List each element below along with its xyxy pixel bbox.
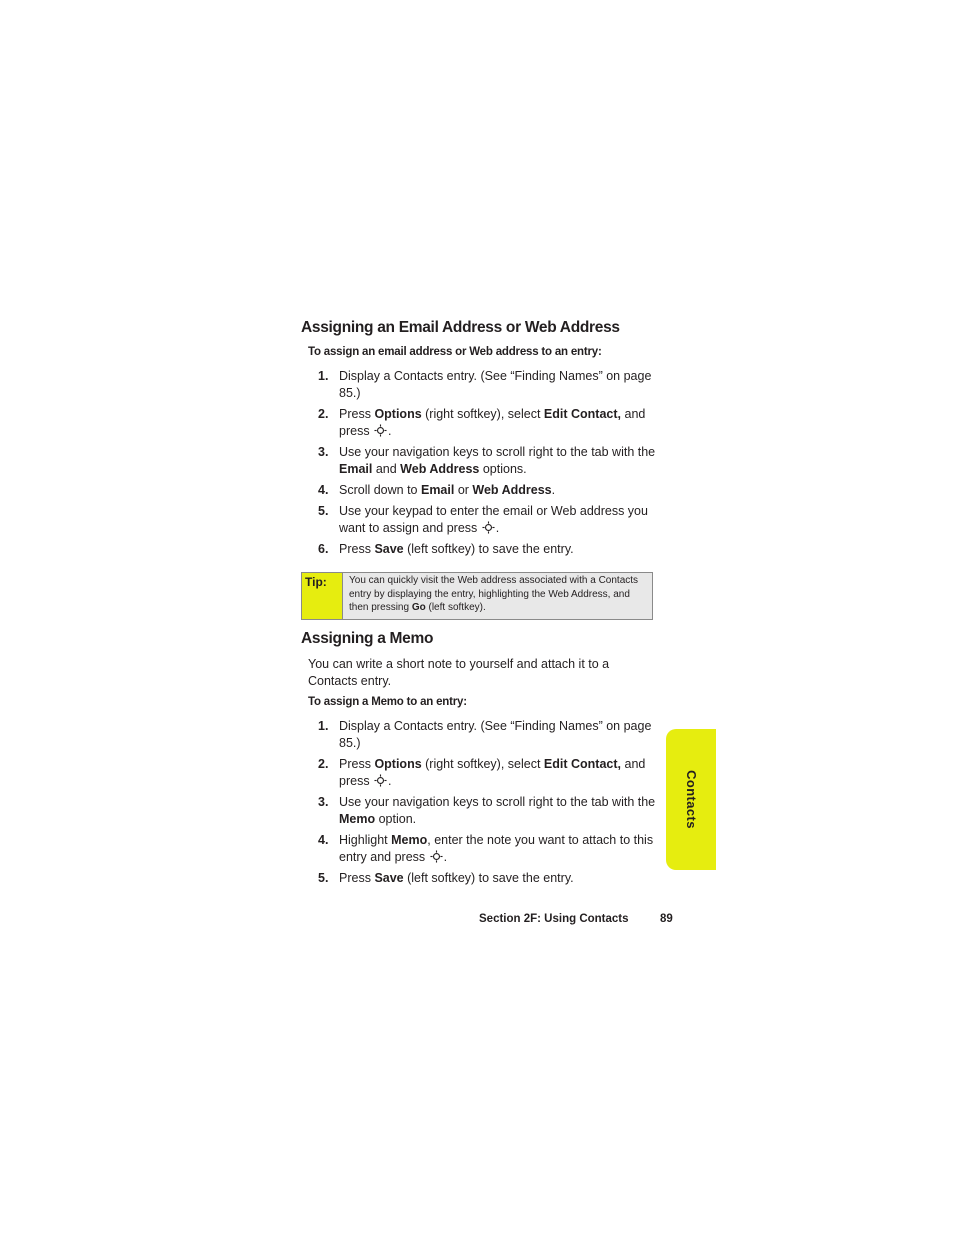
tip-label: Tip: [302, 573, 343, 619]
step-item [308, 482, 668, 499]
emphasized-term: Memo [339, 812, 376, 826]
emphasized-term: Email [339, 462, 373, 476]
step-number: 2. [318, 757, 329, 771]
step-text: Display a Contacts entry. (See “Finding Names” on page 85.) [339, 719, 652, 750]
step-text: Display a Contacts entry. (See “Finding Names” on page 85.) [339, 369, 652, 400]
step-text: Use your keypad to enter the email or Web address you want to assign and press . [339, 504, 648, 535]
step-text: Press Options (right softkey), select Edit Contact, and press . [339, 407, 646, 438]
step-list-email [308, 368, 668, 562]
section-heading-email: Assigning an Email Address or Web Address [301, 319, 620, 336]
step-item [308, 406, 668, 440]
step-text: Press Options (right softkey), select Edit Contact, and press . [339, 757, 646, 788]
memo-intro: You can write a short note to yourself and attach it to a Contacts entry. [308, 657, 610, 688]
navigation-key-icon [430, 850, 443, 863]
step-item [308, 832, 668, 866]
step-item [308, 718, 668, 752]
step-item [308, 503, 668, 537]
emphasized-term: Save [374, 542, 404, 556]
navigation-key-icon [374, 424, 387, 437]
tip-box [301, 572, 653, 620]
emphasized-term: Edit Contact, [543, 407, 622, 421]
step-item [308, 444, 668, 478]
step-number: 3. [318, 445, 329, 459]
step-text: Press Save (left softkey) to save the entry. [339, 871, 574, 885]
step-item [308, 870, 668, 887]
step-number: 2. [318, 407, 329, 421]
step-text: Use your navigation keys to scroll right to the tab with the Email and Web Address options. [339, 445, 656, 476]
step-item [308, 794, 668, 828]
emphasized-term: Edit Contact, [543, 757, 622, 771]
step-number: 1. [318, 369, 329, 383]
step-number: 4. [318, 833, 329, 847]
step-text: Highlight Memo, enter the note you want to attach to this entry and press . [339, 833, 654, 864]
step-text: Press Save (left softkey) to save the entry. [339, 542, 574, 556]
step-number: 4. [318, 483, 329, 497]
step-list-memo [308, 718, 668, 891]
step-number: 5. [318, 871, 329, 885]
procedure-lead-memo: To assign a Memo to an entry: [308, 696, 467, 708]
step-text: Use your navigation keys to scroll right to the tab with the Memo option. [339, 795, 656, 826]
step-number: 1. [318, 719, 329, 733]
navigation-key-icon [482, 521, 495, 534]
step-number: 6. [318, 542, 329, 556]
emphasized-term: Options [374, 407, 422, 421]
emphasized-term: Email [420, 483, 455, 497]
procedure-lead-email: To assign an email address or Web address to an entry: [308, 346, 602, 358]
tip-text: You can quickly visit the Web address associated with a Contacts entry by displaying the entry, highlighting the Web Address, and then pressing Go (left softkey). [343, 573, 652, 619]
chapter-side-tab [666, 729, 716, 870]
step-text: Scroll down to Email or Web Address. [339, 483, 556, 497]
emphasized-term: Go [411, 602, 426, 613]
step-number: 5. [318, 504, 329, 518]
emphasized-term: Memo [391, 833, 428, 847]
footer-section: Section 2F: Using Contacts [479, 913, 629, 925]
navigation-key-icon [374, 774, 387, 787]
section-heading-memo: Assigning a Memo [301, 630, 434, 647]
page-number: 89 [660, 913, 673, 925]
step-number: 3. [318, 795, 329, 809]
step-item [308, 756, 668, 790]
emphasized-term: Web Address [400, 462, 480, 476]
step-item [308, 368, 668, 402]
emphasized-term: Web Address [472, 483, 552, 497]
emphasized-term: Options [374, 757, 422, 771]
emphasized-term: Save [374, 871, 404, 885]
step-item [308, 541, 668, 558]
side-tab-label: Contacts [683, 770, 699, 829]
